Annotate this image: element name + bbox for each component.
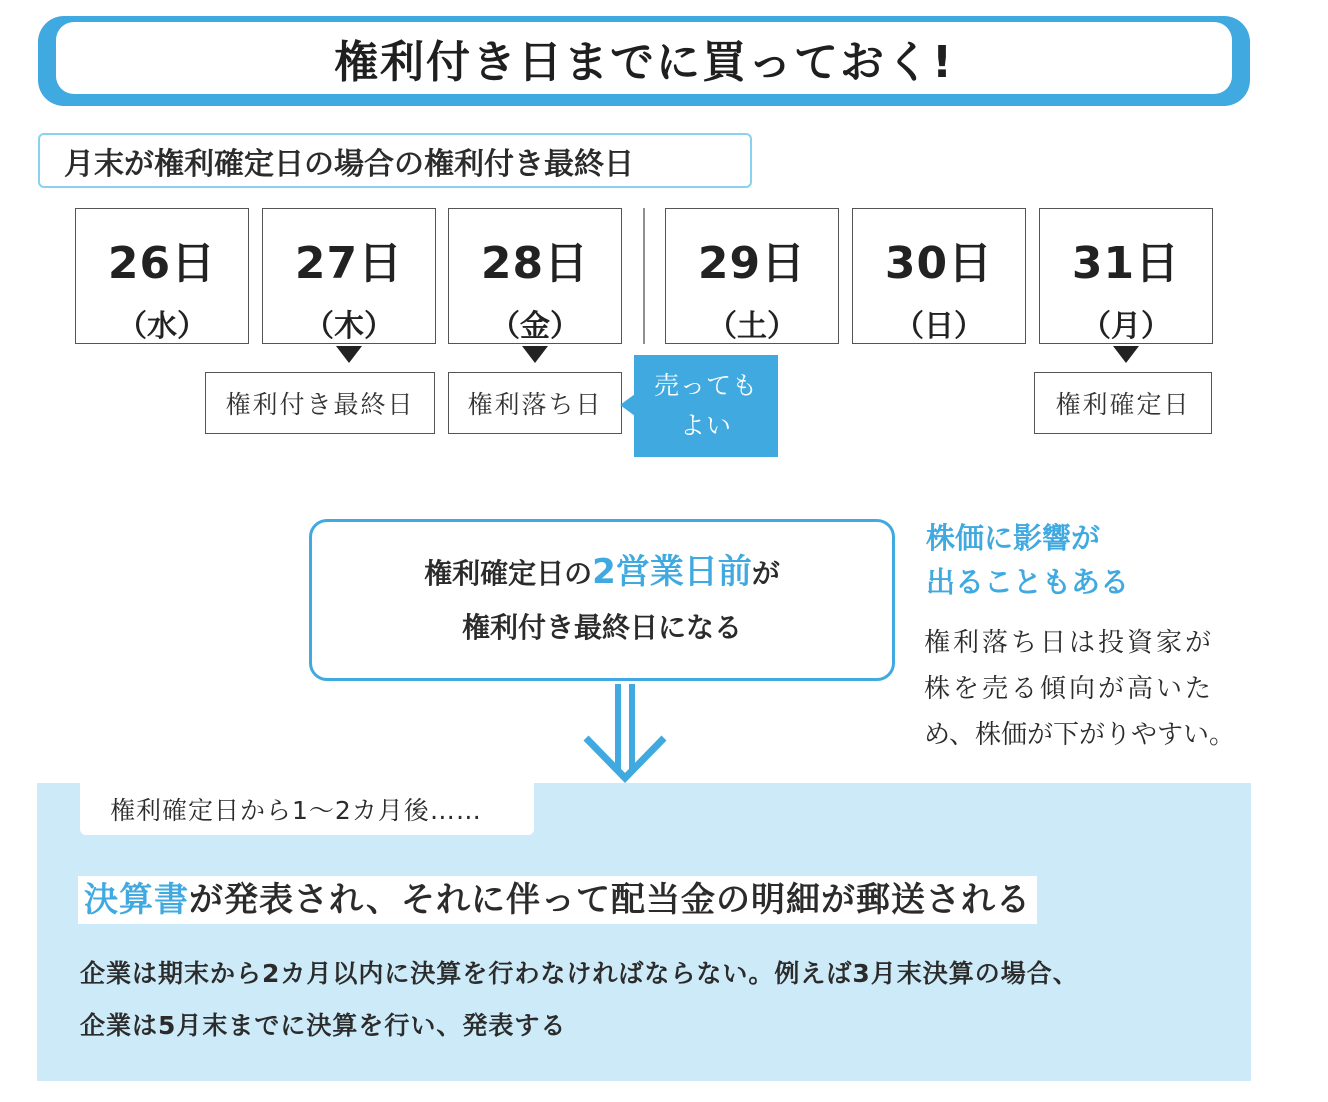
side-body-line: め、株価が下がりやすい。 [924,720,1235,750]
pointer-triangle-icon [1113,346,1139,363]
bottom-headline [78,876,1037,924]
date-weekday: （木） [304,309,394,344]
weekend-divider [643,208,645,344]
date-cell-26 [75,208,249,344]
rule-text: 権利確定日の [424,557,593,590]
headline-text: が発表され、それに伴って配当金の明細が郵送される [189,880,1032,920]
date-weekday: （月） [1081,309,1171,344]
side-body-line: 権利落ち日は投資家が [924,628,1215,658]
rule-line-1 [424,545,780,601]
date-weekday: （日） [894,309,984,344]
sell-note-callout [634,355,778,457]
rule-accent: 2営業日前 [592,552,752,592]
date-day: 28日 [480,238,590,289]
date-cell-31 [1039,208,1213,344]
date-cell-29 [665,208,839,344]
title-panel [56,22,1232,94]
bottom-body-line: 企業は5月末までに決算を行い、発表する [80,1011,567,1040]
side-heading-line: 株価に影響が [926,521,1101,555]
page-title: 権利付き日までに買っておく! [333,37,955,88]
callout-pointer-icon [620,394,635,416]
sell-note-line: よい [679,411,732,440]
date-weekday: （水） [117,309,207,344]
date-weekday: （土） [707,309,797,344]
label-last-rights-day: 権利付き最終日 [205,372,435,434]
date-weekday: （金） [490,309,580,344]
bottom-body [80,948,1240,1052]
label-ex-rights-day: 権利落ち日 [448,372,622,434]
pointer-triangle-icon [522,346,548,363]
headline-accent: 決算書 [84,880,189,920]
date-cell-27 [262,208,436,344]
side-note-heading [926,516,1266,604]
side-note-body [924,620,1254,758]
date-day: 29日 [697,238,807,289]
label-record-day: 権利確定日 [1034,372,1212,434]
rule-box [309,519,895,681]
rule-text: が [751,557,780,590]
date-day: 30日 [884,238,994,289]
date-cell-28 [448,208,622,344]
side-heading-line: 出ることもある [926,565,1130,599]
pointer-triangle-icon [336,346,362,363]
double-down-arrow-icon [580,684,670,784]
side-body-line: 株を売る傾向が高いた [924,674,1215,704]
rule-line-2: 権利付き最終日になる [461,611,742,644]
bottom-body-line: 企業は期末から2カ月以内に決算を行わなければならない。例えば3月末決算の場合、 [80,959,1079,988]
subtitle: 月末が権利確定日の場合の権利付き最終日 [38,133,752,188]
date-cell-30 [852,208,1026,344]
sell-note-line: 売っても [653,371,758,400]
date-day: 26日 [107,238,217,289]
date-day: 31日 [1071,238,1181,289]
bottom-tab: 権利確定日から1～2カ月後…… [80,783,534,835]
date-day: 27日 [294,238,404,289]
